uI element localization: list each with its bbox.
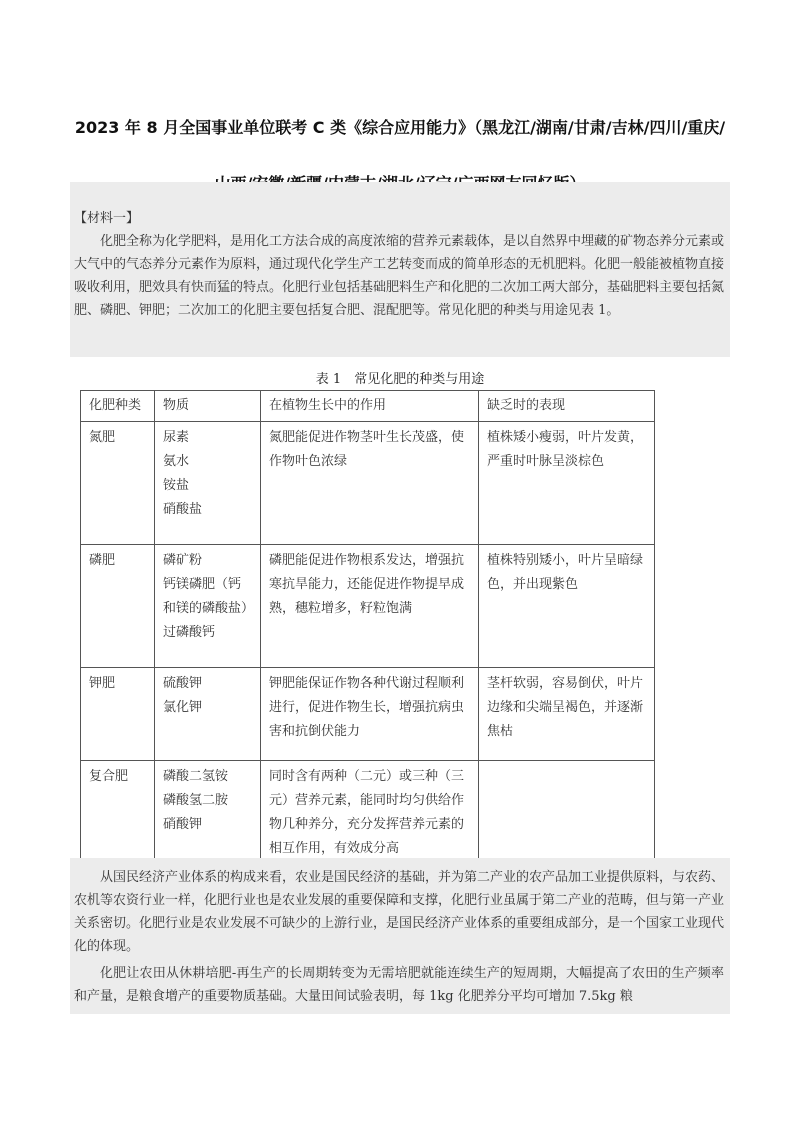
paragraph-1: 化肥全称为化学肥料，是用化工方法合成的高度浓缩的营养元素载体，是以自然界中埋藏的矿物态养分元素或大气中的气态养分元素作为原料，通过现代化学生产工艺转变而成的简单形态的无机肥料。化肥一般能被植物直接吸收利用，肥效具有快而猛的特点。化肥行业包括基础肥料生产和化肥的二次加工两大部分，基础肥料主要包括氮肥、磷肥、钾肥；二次加工的化肥主要包括复合肥、混配肥等。常见化肥的种类与用途见表 1。 [74,234,725,318]
cell-effect: 同时含有两种（二元）或三种（三元）营养元素，能同时均匀供给作物几种养分，充分发挥营养元素的相互作用，有效成分高 [261,761,479,874]
paragraph-3: 化肥让农田从休耕培肥-再生产的长周期转变为无需培肥就能连续生产的短周期，大幅提高了农田的生产频率和产量，是粮食增产的重要物质基础。大量田间试验表明，每 1kg 化肥养分平均可增加 7.5kg 粮 [74,966,724,1004]
substance-item: 硝酸盐 [163,502,203,517]
substance-item: 尿素 [163,430,190,445]
substance-item: 硫酸钾 [163,676,203,691]
cell-effect: 磷肥能促进作物根系发达，增强抗寒抗旱能力，还能促进作物提早成熟，穗粒增多，籽粒饱满 [261,545,479,668]
substance-item: 磷酸二氢铵 [163,769,229,784]
table-row [81,545,655,668]
substance-item: 磷酸氢二胺 [163,793,229,808]
cell-effect: 钾肥能保证作物各种代谢过程顺利进行，促进作物生长，增强抗病虫害和抗倒伏能力 [261,668,479,761]
substance-item: 过磷酸钙 [163,625,216,640]
material-heading: 【材料一】 [74,211,140,226]
table-caption: 表 1 常见化肥的种类与用途 [315,372,485,387]
header-deficiency: 缺乏时的表现 [479,391,655,422]
substance-item: 铵盐 [163,478,190,493]
cell-deficiency: 植株特别矮小，叶片呈暗绿色，并出现紫色 [479,545,655,668]
substance-item: 硝酸钾 [163,817,203,832]
cell-deficiency [479,761,655,874]
cell-type: 氮肥 [81,422,155,545]
paragraph-2: 从国民经济产业体系的构成来看，农业是国民经济的基础，并为第二产业的农产品加工业提供原料，与农药、农机等农资行业一样，化肥行业也是农业发展的重要保障和支撑，化肥行业虽属于第二产业的范畴，但与第一产业关系密切。化肥行业是农业发展不可缺少的上游行业，是国民经济产业体系的重要组成部分，是一个国家工业现代化的体现。 [74,870,725,954]
cell-type: 磷肥 [81,545,155,668]
substance-item: 氨水 [163,454,190,469]
cell-deficiency: 茎杆软弱，容易倒伏，叶片边缘和尖端呈褐色，并逐渐焦枯 [479,668,655,761]
header-effect: 在植物生长中的作用 [261,391,479,422]
cell-substances [155,761,261,874]
table-row [81,668,655,761]
header-substance: 物质 [155,391,261,422]
table-row [81,761,655,874]
cell-deficiency: 植株矮小瘦弱，叶片发黄，严重时叶脉呈淡棕色 [479,422,655,545]
substance-item: 氯化钾 [163,700,203,715]
cell-type: 复合肥 [81,761,155,874]
header-type: 化肥种类 [81,391,155,422]
fertilizer-table [80,390,655,874]
cell-substances [155,545,261,668]
title-line-1: 2023 年 8 月全国事业单位联考 C 类《综合应用能力》（黑龙江/湖南/甘肃/吉林/四川/重庆/ [74,118,726,137]
substance-item: 磷矿粉 [163,553,203,568]
substance-item: 钙镁磷肥（钙和镁的磷酸盐） [163,577,255,616]
cell-type: 钾肥 [81,668,155,761]
table-row [81,422,655,545]
table-header-row [81,391,655,422]
cell-substances [155,422,261,545]
cell-effect: 氮肥能促进作物茎叶生长茂盛，使作物叶色浓绿 [261,422,479,545]
cell-substances [155,668,261,761]
